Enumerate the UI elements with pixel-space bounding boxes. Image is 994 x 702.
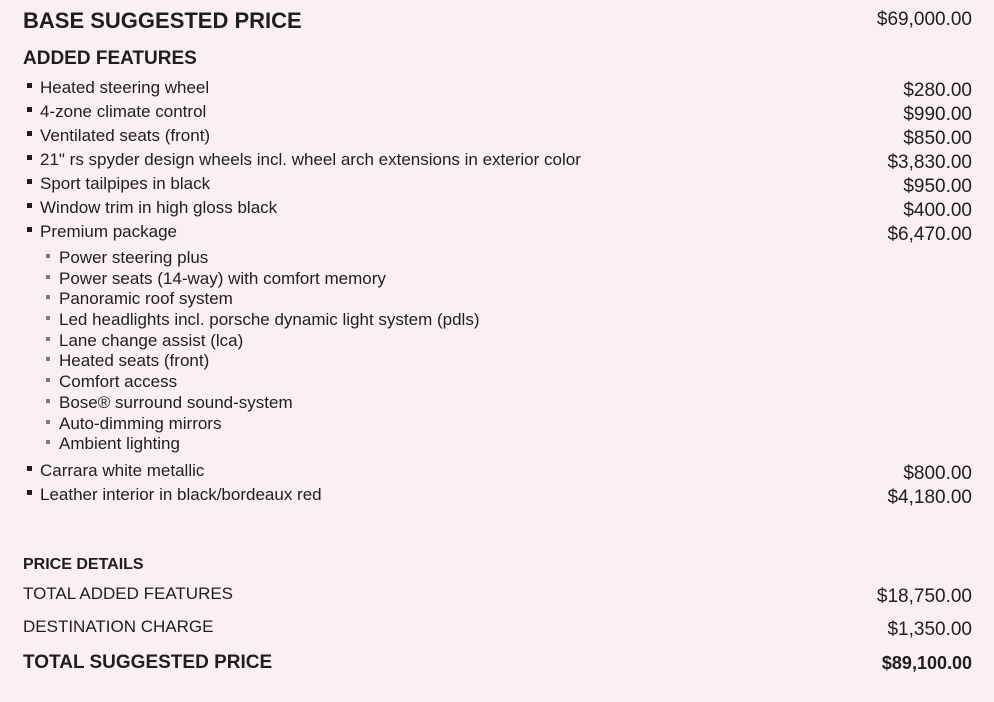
feature-label: Sport tailpipes in black: [40, 174, 211, 193]
base-price-label: BASE SUGGESTED PRICE: [23, 8, 302, 33]
feature-item: [27, 485, 322, 505]
bullet-icon: [27, 203, 32, 208]
bullet-icon: [27, 155, 32, 160]
feature-label: Heated steering wheel: [40, 78, 210, 97]
destination-value: $1,350.00: [887, 619, 972, 640]
price-details-heading: PRICE DETAILS: [23, 556, 144, 573]
feature-label: Leather interior in black/bordeaux red: [40, 485, 322, 504]
bullet-icon: [46, 295, 50, 299]
feature-label: Carrara white metallic: [40, 461, 205, 480]
feature-label: Ventilated seats (front): [40, 126, 211, 145]
total-suggested-value: $89,100.00: [881, 653, 972, 673]
subitem: Power seats (14-way) with comfort memory: [46, 269, 386, 289]
bullet-icon: [27, 179, 32, 184]
subitem: Panoramic roof system: [46, 289, 233, 309]
bullet-icon: [27, 227, 32, 232]
total-added-label: TOTAL ADDED FEATURES: [23, 584, 234, 603]
added-features-heading: ADDED FEATURES: [23, 48, 197, 69]
feature-price: $4,180.00: [887, 487, 972, 508]
feature-item: [27, 198, 277, 218]
feature-item: [27, 222, 177, 242]
bullet-icon: [46, 337, 50, 341]
feature-price: $280.00: [903, 80, 972, 101]
feature-item: [27, 78, 209, 98]
feature-price: $6,470.00: [887, 224, 972, 245]
feature-item: [27, 150, 581, 170]
bullet-icon: [46, 378, 50, 382]
feature-price: $800.00: [903, 463, 972, 484]
feature-label: Window trim in high gloss black: [40, 198, 278, 217]
bullet-icon: [46, 275, 50, 279]
subitem: Auto-dimming mirrors: [46, 414, 221, 434]
feature-price: $850.00: [903, 128, 972, 149]
feature-label: Premium package: [40, 222, 178, 241]
subitem: Bose® surround sound-system: [46, 393, 293, 413]
bullet-icon: [46, 357, 50, 361]
bullet-icon: [27, 490, 32, 495]
feature-price: $400.00: [903, 200, 972, 221]
bullet-icon: [46, 316, 50, 320]
bullet-icon: [27, 131, 32, 136]
feature-label: 21" rs spyder design wheels incl. wheel arch extensions in exterior color: [40, 150, 581, 169]
feature-price: $3,830.00: [887, 152, 972, 173]
bullet-icon: [46, 440, 50, 444]
subitem: Heated seats (front): [46, 351, 209, 371]
bullet-icon: [46, 399, 50, 403]
bullet-icon: [27, 107, 32, 112]
base-price-value: $69,000.00: [876, 9, 972, 30]
subitem: Lane change assist (lca): [46, 331, 243, 351]
subitem: Power steering plus: [46, 248, 208, 268]
feature-price: $990.00: [903, 104, 972, 125]
feature-item: [27, 174, 210, 194]
bullet-icon: [46, 254, 50, 258]
destination-label: DESTINATION CHARGE: [23, 617, 214, 636]
bullet-icon: [27, 466, 32, 471]
bullet-icon: [46, 420, 50, 424]
feature-label: 4-zone climate control: [40, 102, 207, 121]
total-added-value: $18,750.00: [876, 586, 972, 607]
feature-item: [27, 102, 206, 122]
subitem: Comfort access: [46, 372, 177, 392]
subitem: Led headlights incl. porsche dynamic light system (pdls): [46, 310, 479, 330]
bullet-icon: [27, 83, 32, 88]
subitem: Ambient lighting: [46, 434, 180, 454]
feature-item: [27, 126, 210, 146]
feature-price: $950.00: [903, 176, 972, 197]
total-suggested-label: TOTAL SUGGESTED PRICE: [23, 652, 273, 673]
feature-item: [27, 461, 204, 481]
